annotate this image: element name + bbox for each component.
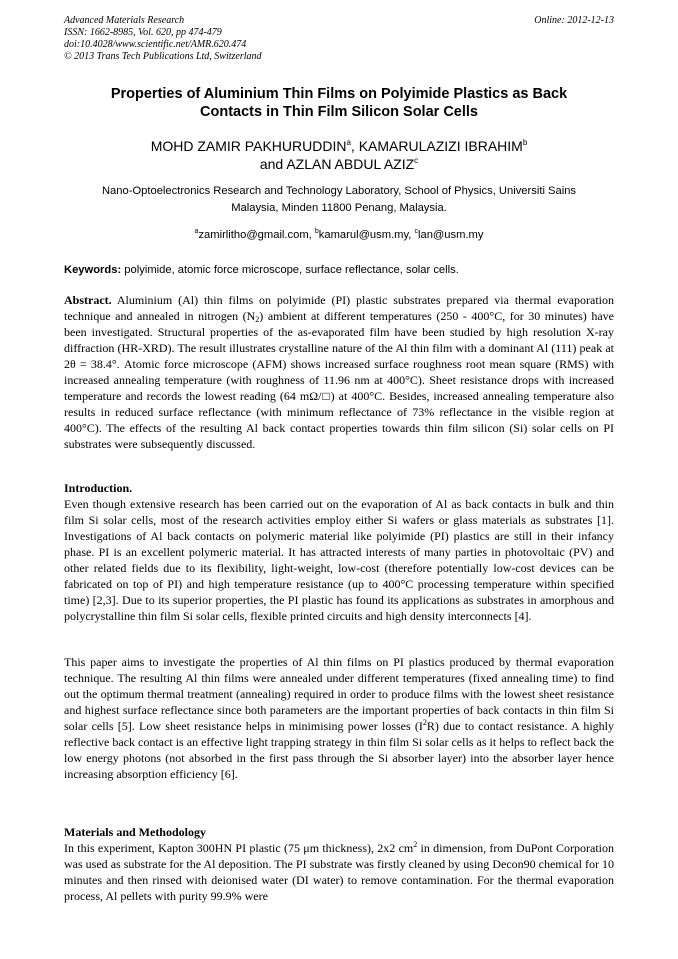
intro-p2-superscript: 2 — [422, 718, 427, 727]
copyright-line: © 2013 Trans Tech Publications Ltd, Switzerland — [64, 51, 262, 62]
abstract-text-1: Aluminium (Al) thin films on polyimide (PI) plastic substrates prepared via thermal evaporation technique and annealed in nitrogen (N — [64, 293, 614, 323]
keywords — [64, 262, 614, 278]
abstract-subscript: 2 — [255, 315, 260, 324]
keywords-text: polyimide, atomic force microscope, surface reflectance, solar cells. — [121, 264, 459, 276]
email-b: kamarul@usm.my, — [318, 229, 415, 241]
methods-heading: Materials and Methodology — [64, 825, 206, 839]
author-and: and — [259, 156, 287, 172]
intro-p2-text-b: R) due to contact resistance. A highly reflective back contact is an effective light trapping strategy in thin film Si solar cells as it helps to reflect back the low energy photons (not absorbed in the first pass through the Si absorber layer) into the absorber layer hence increasing absorption efficiency [6]. — [64, 719, 614, 781]
journal-header — [64, 15, 614, 63]
author-1: MOHD ZAMIR PAKHURUDDIN — [150, 138, 347, 154]
doi-line: doi:10.4028/www.scientific.net/AMR.620.474 — [64, 39, 247, 50]
abstract-label: Abstract. — [64, 293, 112, 307]
email-a-mark: a — [194, 228, 199, 235]
methods-paragraph-1 — [64, 840, 614, 904]
methods-text-a: In this experiment, Kapton 300HN PI plastic (75 μm thickness), 2x2 cm — [64, 841, 414, 855]
author-separator: , — [350, 138, 359, 154]
methods-text-b: in dimension, from DuPont Corporation was used as substrate for the Al deposition. The PI substrate was firstly cleaned by using Decon90 chemical for 10 minutes and then rinsed with deionised water (DI water) to remove contamination. For the thermal evaporation process, Al pellets with purity 99.9% were — [64, 841, 615, 903]
affiliation — [64, 183, 614, 217]
author-2-affil-mark: b — [522, 138, 528, 147]
abstract-text-2: ) ambient at different temperatures (250 - 400°C, for 30 minutes) have been investigated. Structural properties of the as-evaporated film have been studied by high resolution X-ray diffraction (HR-XRD). The result illustrates crystalline nature of the Al thin film with a dominant Al (111) peak at 2θ = 38.4°. Atomic force microscope (AFM) shows increased surface roughness root mean square (RMS) with increased annealing temperature (with roughness of 11.96 nm at 400°C). Sheet resistance drops with increased temperature and records the lowest reading (64 mΩ/□) at 400°C. Besides, increased annealing temperature also results in reduced surface reflectance (with minimum reflectance of 73% reflectance in the visible region at 400°C). The effects of the resulting Al back contact properties towards thin film silicon (Si) solar cells on PI substrates were subsequently discussed. — [64, 309, 614, 451]
online-date: Online: 2012-12-13 — [534, 15, 614, 26]
introduction-paragraph-2 — [64, 654, 614, 782]
author-emails — [64, 227, 614, 243]
paper-title — [70, 85, 608, 121]
introduction-heading: Introduction. — [64, 481, 133, 495]
authors-line-1 — [64, 137, 614, 155]
email-b-mark: b — [314, 228, 319, 235]
title-line-1: Properties of Aluminium Thin Films on Polyimide Plastics as Back — [110, 86, 568, 102]
email-a: zamirlitho@gmail.com, — [198, 229, 315, 241]
methods-superscript: 2 — [413, 840, 418, 849]
keywords-label: Keywords: — [64, 264, 122, 276]
author-1-affil-mark: a — [346, 138, 351, 147]
author-list — [64, 137, 614, 173]
email-c-mark: c — [414, 228, 418, 235]
issn-line: ISSN: 1662-8985, Vol. 620, pp 474-479 — [64, 27, 222, 38]
journal-name: Advanced Materials Research — [64, 15, 185, 26]
introduction-paragraph-1: Even though extensive research has been carried out on the evaporation of Al as back contacts in bulk and thin film Si solar cells, most of the research activities employ either Si wafers or glass materials as substrates [1]. Investigations of Al back contacts on polymeric material like polyimide (PI) plastics are still in their infancy phase. PI is an excellent polymeric material. It has attracted interests of many parties in photovoltaic (PV) and other related fields due to its flexibility, light-weight, low-cost (therefore potentially low-cost devices can be fabricated on top of PI) and high temperature resistance (up to 400°C processing temperature within specified time) [2,3]. Due to its superior properties, the PI plastic has found its applications as substrates in amorphous and polycrystalline thin film Si solar cells, flexible printed circuits and high density interconnects [4]. — [64, 497, 614, 623]
author-3-affil-mark: c — [414, 156, 419, 165]
abstract — [64, 292, 614, 452]
intro-p2-text-a: This paper aims to investigate the properties of Al thin films on PI plastics produced by thermal evaporation technique. The resulting Al thin films were annealed under different temperatures (fixed annealing time) to find out the optimum thermal treatment (annealing) required in order to produce films with the lowest sheet resistance and highest surface reflectance since both parameters are the important properties of back contacts in thin film Si solar cells [5]. Low sheet resistance helps in minimising power losses (I — [64, 655, 614, 733]
affiliation-line-2: Malaysia, Minden 11800 Penang, Malaysia. — [231, 202, 447, 214]
author-3: AZLAN ABDUL AZIZ — [286, 156, 415, 172]
title-line-2: Contacts in Thin Film Silicon Solar Cells — [200, 104, 478, 120]
email-c: lan@usm.my — [417, 229, 484, 241]
author-2: KAMARULAZIZI IBRAHIM — [358, 138, 523, 154]
authors-line-2 — [64, 155, 614, 173]
affiliation-line-1: Nano-Optoelectronics Research and Technology Laboratory, School of Physics, Universiti Sains — [101, 185, 577, 197]
